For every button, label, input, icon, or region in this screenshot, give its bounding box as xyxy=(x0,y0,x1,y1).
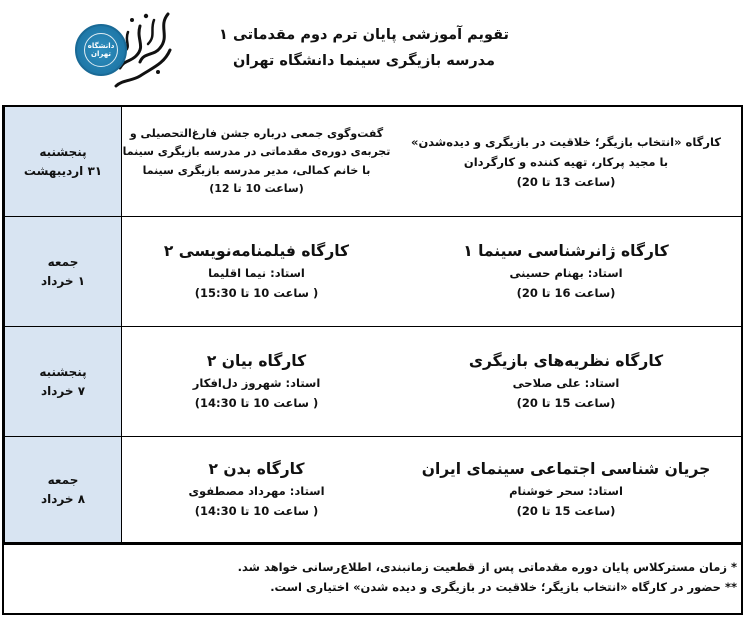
session-text-line: با مجید پرکار، تهیه کننده و کارگردان xyxy=(463,154,669,169)
session-time: (ساعت 13 تا 20) xyxy=(516,174,616,189)
page-title-line-2: مدرسه بازیگری سینما دانشگاه تهران xyxy=(232,53,496,69)
seal-text-line-2: تهران xyxy=(91,50,111,58)
session-cell-morning xyxy=(121,217,391,326)
table-row xyxy=(4,217,741,327)
session-cell-afternoon xyxy=(391,327,741,436)
day-name: پنجشنبه xyxy=(39,364,87,379)
footnotes xyxy=(2,544,743,615)
header xyxy=(0,0,748,100)
session-title: کارگاه بدن ۲ xyxy=(208,460,305,478)
session-cell-morning xyxy=(121,437,391,542)
table-row xyxy=(4,437,741,542)
session-time: ( ساعت 10 تا 14:30) xyxy=(194,504,319,518)
session-cell-afternoon xyxy=(391,107,741,216)
session-text-line: با خانم کمالی، مدیر مدرسه بازیگری سینما xyxy=(142,163,371,177)
day-name: پنجشنبه xyxy=(39,144,87,159)
footnote-1: * زمان مسترکلاس پایان دوره مقدماتی پس از قطعیت زمانبندی، اطلاع‌رسانی خواهد شد. xyxy=(237,560,737,574)
session-title: کارگاه بیان ۲ xyxy=(206,352,307,370)
session-teacher: استاد: مهرداد مصطفوی xyxy=(188,484,325,498)
footnote-2: ** حضور در کارگاه «انتخاب بازیگر؛ خلاقیت در بازیگری و دیده شدن» اختیاری است. xyxy=(270,580,737,594)
page-title xyxy=(214,22,514,74)
session-title: جریان شناسی اجتماعی سینمای ایران xyxy=(421,460,711,478)
university-seal-logo xyxy=(75,24,127,76)
day-name: جمعه xyxy=(47,472,79,487)
table-row xyxy=(4,107,741,217)
session-time: (ساعت 15 تا 20) xyxy=(516,396,616,410)
session-title: کارگاه فیلمنامه‌نویسی ۲ xyxy=(163,242,350,260)
session-time: ( ساعت 10 تا 14:30) xyxy=(194,396,319,410)
seal-text-line-1: دانشگاه xyxy=(87,42,115,50)
day-cell xyxy=(4,107,121,216)
day-cell xyxy=(4,437,121,542)
session-text-line: تجربه‌ی دوره‌ی مقدماتی در مدرسه بازیگری سینما xyxy=(122,145,391,158)
session-text-line: کارگاه «انتخاب بازیگر؛ خلاقیت در بازیگری و دیده‌شدن» xyxy=(411,134,721,149)
session-time: (ساعت 15 تا 20) xyxy=(516,504,616,518)
session-teacher: استاد: نیما اقلیما xyxy=(208,266,305,280)
session-text-line: گفت‌وگوی جمعی درباره جشن فارغ‌التحصیلی و xyxy=(129,126,384,140)
day-date: ۸ خرداد xyxy=(40,491,86,506)
day-cell xyxy=(4,217,121,326)
table-row xyxy=(4,327,741,437)
session-time: (ساعت 10 تا 12) xyxy=(209,182,304,195)
page-title-line-1: تقویم آموزشی پایان ترم دوم مقدماتی ۱ xyxy=(219,27,509,43)
session-title: کارگاه نظریه‌های بازیگری xyxy=(468,352,664,370)
session-time: (ساعت 16 تا 20) xyxy=(516,286,616,300)
session-teacher: استاد: بهنام حسینی xyxy=(509,266,623,280)
day-cell xyxy=(4,327,121,436)
session-cell-afternoon xyxy=(391,217,741,326)
university-seal-ring xyxy=(84,33,118,67)
session-cell-morning xyxy=(121,107,391,216)
session-teacher: استاد: علی صلاحی xyxy=(512,376,620,390)
day-date: ۳۱ اردیبهشت xyxy=(23,163,103,178)
session-time: ( ساعت 10 تا 15:30) xyxy=(194,286,319,300)
session-teacher: استاد: شهروز دل‌افکار xyxy=(192,376,321,390)
schedule-table xyxy=(2,105,743,544)
session-teacher: استاد: سحر خوشنام xyxy=(509,484,623,498)
session-cell-afternoon xyxy=(391,437,741,542)
day-date: ۷ خرداد xyxy=(40,383,86,398)
day-name: جمعه xyxy=(47,254,79,269)
session-cell-morning xyxy=(121,327,391,436)
session-title: کارگاه ژانرشناسی سینما ۱ xyxy=(463,242,669,260)
day-date: ۱ خرداد xyxy=(40,273,86,288)
